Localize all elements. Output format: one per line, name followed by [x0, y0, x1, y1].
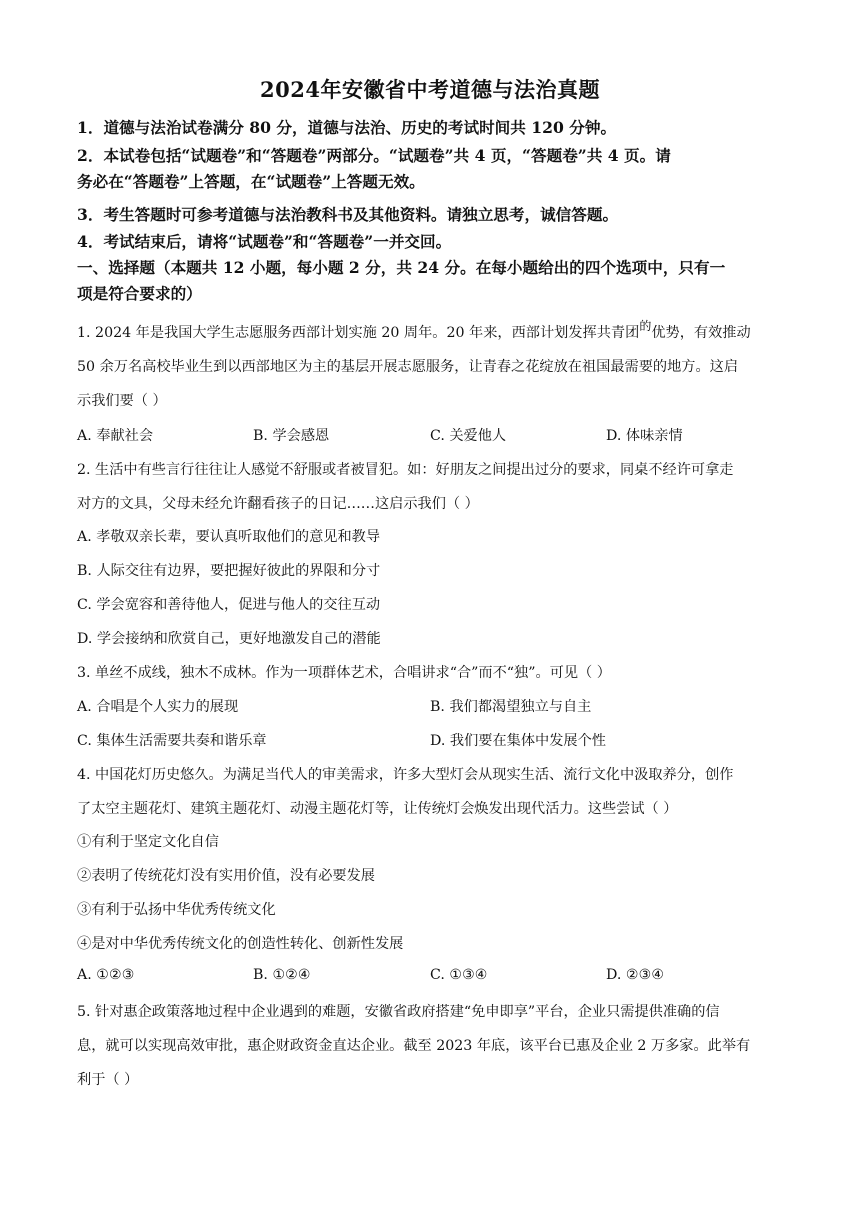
question-2-option-a: A. 孝敬双亲长辈，要认真听取他们的意见和教导	[77, 529, 381, 545]
question-2-line-2: 对方的文具，父母未经允许翻看孩子的日记……这启示我们（ ）	[77, 496, 479, 512]
page-title: 2024年安徽省中考道德与法治真题	[260, 77, 600, 102]
question-1-option-a: A. 奉献社会	[77, 428, 154, 444]
question-3-option-c: C. 集体生活需要共奏和谐乐章	[77, 733, 267, 749]
question-4-line-2: 了太空主题花灯、建筑主题花灯、动漫主题花灯等，让传统灯会焕发出现代活力。这些尝试（ ）	[77, 801, 678, 817]
question-1-superscript: 的	[639, 319, 652, 333]
instruction-2: 2．本试卷包括“试题卷”和“答题卷”两部分。“试题卷”共 4 页，“答题卷”共 4 页。请	[77, 146, 671, 165]
question-4-option-c: C. ①③④	[430, 967, 488, 983]
question-1-option-b: B. 学会感恩	[253, 428, 330, 444]
question-5-line-1: 5. 针对惠企政策落地过程中企业遇到的难题，安徽省政府搭建“免申即享”平台，企业只需提供准确的信	[77, 1004, 720, 1020]
question-4-option-a: A. ①②③	[77, 967, 135, 983]
question-1-option-c: C. 关爱他人	[430, 428, 507, 444]
question-4-option-b: B. ①②④	[253, 967, 311, 983]
instruction-4: 4．考试结束后，请将“试题卷”和“答题卷”一并交回。	[77, 232, 452, 251]
question-1-text-a: 1. 2024 年是我国大学生志愿服务西部计划实施 20 周年。20 年来，西部计划发挥共青团	[77, 325, 640, 341]
section-heading-cont: 项是符合要求的）	[77, 284, 202, 303]
question-2-option-c: C. 学会宽容和善待他人，促进与他人的交往互动	[77, 597, 381, 613]
instruction-2-cont: 务必在“答题卷”上答题，在“试题卷”上答题无效。	[77, 172, 425, 191]
instruction-1: 1．道德与法治试卷满分 80 分，道德与法治、历史的考试时间共 120 分钟。	[77, 118, 617, 137]
question-1-option-d: D. 体味亲情	[606, 428, 683, 444]
question-4-item-4: ④是对中华优秀传统文化的创造性转化、创新性发展	[77, 936, 404, 952]
question-1-text-b: 优势，有效推动	[651, 325, 751, 341]
instruction-3: 3．考生答题时可参考道德与法治教科书及其他资料。请独立思考，诚信答题。	[77, 205, 619, 224]
question-4-item-1: ①有利于坚定文化自信	[77, 834, 219, 850]
question-4-item-2: ②表明了传统花灯没有实用价值，没有必要发展	[77, 868, 375, 884]
question-5-line-2: 息，就可以实现高效审批，惠企财政资金直达企业。截至 2023 年底，该平台已惠及企业 2 万多家。此举有	[77, 1038, 751, 1054]
question-5-line-3: 利于（ ）	[77, 1072, 139, 1088]
question-1-line-1	[77, 319, 789, 342]
question-4-item-3: ③有利于弘扬中华优秀传统文化	[77, 902, 276, 918]
question-1-line-3: 示我们要（ ）	[77, 393, 167, 409]
question-2-option-d: D. 学会接纳和欣赏自己，更好地激发自己的潜能	[77, 631, 381, 647]
question-3-option-a: A. 合唱是个人实力的展现	[77, 699, 239, 715]
question-2-line-1: 2. 生活中有些言行往往让人感觉不舒服或者被冒犯。如：好朋友之间提出过分的要求，同桌不经许可拿走	[77, 462, 734, 478]
question-3-option-d: D. 我们要在集体中发展个性	[430, 733, 606, 749]
question-3-line-1: 3. 单丝不成线，独木不成林。作为一项群体艺术，合唱讲求“合”而不“独”。可见（ ）	[77, 665, 611, 681]
question-1-line-2: 50 余万名高校毕业生到以西部地区为主的基层开展志愿服务，让青春之花绽放在祖国最需要的地方。这启	[77, 359, 739, 375]
question-3-option-b: B. 我们都渴望独立与自主	[430, 699, 592, 715]
question-4-option-d: D. ②③④	[606, 967, 665, 983]
section-heading: 一、选择题（本题共 12 小题，每小题 2 分，共 24 分。在每小题给出的四个选项中，只有一	[77, 258, 726, 277]
question-4-line-1: 4. 中国花灯历史悠久。为满足当代人的审美需求，许多大型灯会从现实生活、流行文化中汲取养分，创作	[77, 767, 734, 783]
question-2-option-b: B. 人际交往有边界，要把握好彼此的界限和分寸	[77, 563, 381, 579]
